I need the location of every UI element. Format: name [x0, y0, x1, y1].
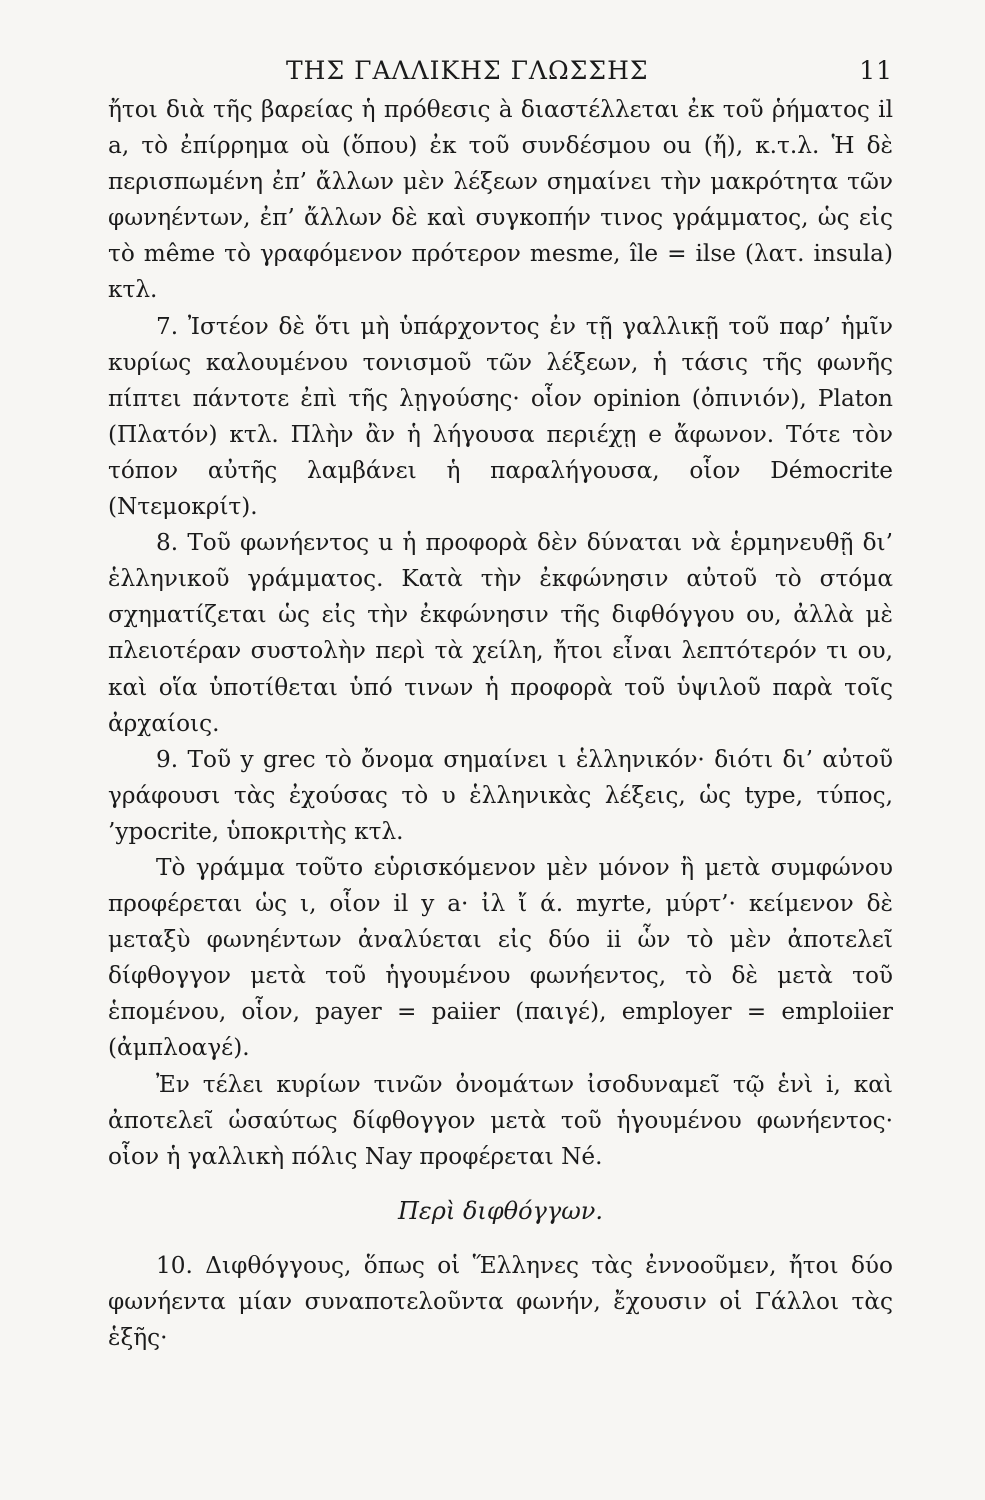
running-title: ΤΗΣ ΓΑΛΛΙΚΗΣ ΓΛΩΣΣΗΣ	[286, 56, 649, 85]
page-number: 11	[859, 56, 893, 85]
paragraph-continuation: ἤτοι διὰ τῆς βαρείας ἡ πρόθεσις à διαστέλλεται ἐκ τοῦ ῥήματος il a, τὸ ἐπίρρημα où (ὅπου) ἐκ τοῦ συνδέσμου ou (ἤ), κ.τ.λ. Ἡ δὲ περισπωμένη ἐπ’ ἄλλων μὲν λέξεων σημαίνει τὴν μακρότητα τῶν φωνηέντων, ἐπ’ ἄλλων δὲ καὶ συγκοπήν τινος γράμματος, ὡς εἰς τὸ même τὸ γραφόμενον πρότερον mesme, île = ilse (λατ. insula) κτλ.	[108, 96, 893, 304]
paragraph-y-pronunciation: Τὸ γράμμα τοῦτο εὑρισκόμενον μὲν μόνον ἢ μετὰ συμφώνου προφέρεται ὡς ι, οἷον il y a· ἰλ ἴ ά. myrte, μύρτ’· κείμενον δὲ μεταξὺ φωνηέντων ἀναλύεται εἰς δύο ii ὧν τὸ μὲν ἀποτελεῖ δίφθογγον μετὰ τοῦ ἡγουμένου φωνήεντος, τὸ δὲ μετὰ τοῦ ἑπομένου, οἷον, payer = paiier (παιγέ), employer = emploiier (ἀμπλοαγέ).	[108, 853, 893, 1062]
running-head	[108, 52, 893, 92]
paragraph-proper-names: Ἐν τέλει κυρίων τινῶν ὀνομάτων ἰσοδυναμεῖ τῷ ἑνὶ i, καὶ ἀποτελεῖ ὡσαύτως δίφθογγον μετὰ τοῦ ἡγουμένου φωνήεντος· οἷον ἡ γαλλικὴ πόλις Nay προφέρεται Né.	[108, 1070, 893, 1170]
paragraph-10: 10. Διφθόγγους, ὅπως οἱ Ἕλληνες τὰς ἐννοοῦμεν, ἤτοι δύο φωνήεντα μίαν συναποτελοῦντα φωνήν, ἔχουσιν οἱ Γάλλοι τὰς ἑξῆς·	[108, 1252, 893, 1352]
section-heading: Περὶ διφθόγγων.	[398, 1196, 603, 1225]
paragraph-9: 9. Τοῦ y grec τὸ ὄνομα σημαίνει ι ἑλληνικόν· διότι δι’ αὐτοῦ γράφουσι τὰς ἐχούσας τὸ υ ἑλληνικὰς λέξεις, ὡς type, τύπος, ’ypocrite, ὑποκριτὴς κτλ.	[108, 745, 893, 845]
body-text	[108, 92, 893, 1356]
paragraph-8: 8. Τοῦ φωνήεντος u ἡ προφορὰ δὲν δύναται νὰ ἑρμηνευθῇ δι’ ἑλληνικοῦ γράμματος. Κατὰ τὴν ἐκφώνησιν αὐτοῦ τὸ στόμα σχηματίζεται ὡς εἰς τὴν ἐκφώνησιν τῆς διφθόγγου ου, ἀλλὰ μὲ πλειοτέραν συστολὴν περὶ τὰ χείλη, ἤτοι εἶναι λεπτότερόν τι ου, καὶ οἵα ὑποτίθεται ὑπό τινων ἡ προφορὰ τοῦ ὑψιλοῦ παρὰ τοῖς ἀρχαίοις.	[108, 529, 893, 737]
paragraph-7: 7. Ἰστέον δὲ ὅτι μὴ ὑπάρχοντος ἐν τῇ γαλλικῇ τοῦ παρ’ ἡμῖν κυρίως καλουμένου τονισμοῦ τῶν λέξεων, ἡ τάσις τῆς φωνῆς πίπτει πάντοτε ἐπὶ τῆς λῃγούσης· οἷον opinion (ὀπινιόν), Platon (Πλατόν) κτλ. Πλὴν ἂν ἡ λήγουσα περιέχῃ e ἄφωνον. Τότε τὸν τόπον αὐτῆς λαμβάνει ἡ παραλήγουσα, οἷον Démocrite (Ντεμοκρίτ).	[108, 312, 893, 521]
